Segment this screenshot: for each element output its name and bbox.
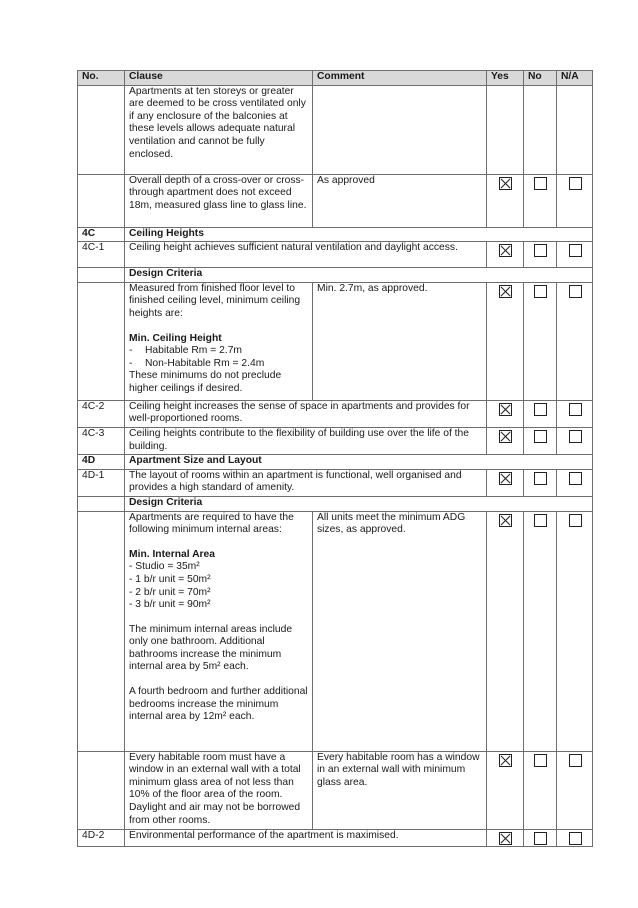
yes-cell [487, 282, 524, 400]
design-criteria-heading: Design Criteria [125, 496, 593, 511]
no-cell [524, 469, 557, 496]
yes-checkbox-checked[interactable] [499, 514, 512, 527]
header-comment: Comment [313, 71, 487, 86]
no-checkbox[interactable] [534, 285, 547, 298]
clause-text: Apartments at ten storeys or greater are deemed to be cross ventilated only if any enclosure of the balconies at these levels allows adequate natural ventilation and cannot be fully enclosed. [129, 85, 306, 160]
list-item: - 1 b/r unit = 50m² [129, 573, 211, 585]
row-number: 4C-1 [78, 242, 125, 268]
na-checkbox[interactable] [569, 832, 582, 845]
na-cell [557, 400, 593, 427]
no-cell [524, 242, 557, 268]
clause-cell: Ceiling height increases the sense of space in apartments and provides for well-proportioned rooms. [125, 400, 487, 427]
yes-cell [487, 427, 524, 454]
no-checkbox[interactable] [534, 430, 547, 443]
compliance-table [77, 70, 593, 847]
header-no-col: No [524, 71, 557, 86]
table-row [78, 400, 593, 427]
table-row [78, 242, 593, 268]
no-cell [524, 751, 557, 829]
no-checkbox[interactable] [534, 403, 547, 416]
header-yes: Yes [487, 71, 524, 86]
table-row [78, 174, 593, 227]
yes-checkbox-checked[interactable] [499, 244, 512, 257]
clause-text: Apartments are required to have the following minimum internal areas: [129, 511, 294, 536]
list-item: - Habitable Rm = 2.7m [129, 345, 243, 357]
yes-cell [487, 242, 524, 268]
clause-cell: Every habitable room must have a window in an external wall with a total minimum glass area of not less than 10% of the floor area of the room. Daylight and air may not be borrowed from other rooms. [125, 751, 313, 829]
row-number [78, 496, 125, 511]
na-checkbox[interactable] [569, 244, 582, 257]
table-row [78, 427, 593, 454]
table-row [78, 85, 593, 174]
yes-checkbox-checked[interactable] [499, 430, 512, 443]
no-checkbox[interactable] [534, 177, 547, 190]
header-no: No. [78, 71, 125, 86]
no-checkbox[interactable] [534, 514, 547, 527]
row-number [78, 85, 125, 174]
clause-cell [125, 282, 313, 400]
min-internal-area-heading: Min. Internal Area [129, 548, 216, 560]
list-item: - 2 b/r unit = 70m² [129, 586, 211, 598]
no-cell [524, 85, 557, 174]
no-checkbox[interactable] [534, 832, 547, 845]
na-cell [557, 511, 593, 751]
row-number [78, 174, 125, 227]
clause-cell [125, 85, 313, 174]
section-title: Apartment Size and Layout [125, 455, 593, 470]
na-cell [557, 427, 593, 454]
na-cell [557, 174, 593, 227]
yes-checkbox-checked[interactable] [499, 285, 512, 298]
na-cell [557, 282, 593, 400]
design-criteria-heading: Design Criteria [125, 268, 593, 283]
list-item: - 3 b/r unit = 90m² [129, 599, 211, 611]
yes-cell [487, 829, 524, 846]
row-number: 4D-1 [78, 469, 125, 496]
table-row [78, 469, 593, 496]
no-cell [524, 427, 557, 454]
row-number: 4D-2 [78, 829, 125, 846]
comment-cell: As approved [313, 174, 487, 227]
no-cell [524, 400, 557, 427]
na-checkbox[interactable] [569, 430, 582, 443]
comment-cell: Every habitable room has a window in an external wall with minimum glass area. [313, 751, 487, 829]
table-row [78, 829, 593, 846]
na-checkbox[interactable] [569, 472, 582, 485]
design-criteria-row [78, 496, 593, 511]
na-cell [557, 85, 593, 174]
yes-checkbox-checked[interactable] [499, 403, 512, 416]
comment-cell [313, 85, 487, 174]
no-cell [524, 511, 557, 751]
yes-cell [487, 174, 524, 227]
na-cell [557, 829, 593, 846]
header-row [78, 71, 593, 86]
yes-checkbox-checked[interactable] [499, 177, 512, 190]
na-checkbox[interactable] [569, 177, 582, 190]
clause-cell [125, 511, 313, 751]
row-number [78, 282, 125, 400]
section-number: 4D [78, 455, 125, 470]
clause-cell: Ceiling heights contribute to the flexibility of building use over the life of the building. [125, 427, 487, 454]
clause-cell: The layout of rooms within an apartment is functional, well organised and provides a high standard of amenity. [125, 469, 487, 496]
clause-cell: Environmental performance of the apartment is maximised. [125, 829, 487, 846]
header-na: N/A [557, 71, 593, 86]
clause-text: A fourth bedroom and further additional bedrooms increase the minimum internal area by 12m² each. [129, 686, 308, 723]
no-checkbox[interactable] [534, 472, 547, 485]
na-checkbox[interactable] [569, 514, 582, 527]
min-ceiling-heading: Min. Ceiling Height [129, 332, 222, 344]
yes-checkbox-checked[interactable] [499, 832, 512, 845]
na-cell [557, 469, 593, 496]
na-checkbox[interactable] [569, 754, 582, 767]
yes-checkbox-checked[interactable] [499, 472, 512, 485]
yes-cell [487, 751, 524, 829]
list-item: - Studio = 35m² [129, 561, 200, 573]
row-number: 4C-2 [78, 400, 125, 427]
section-number: 4C [78, 227, 125, 242]
row-number [78, 751, 125, 829]
list-item: - Non-Habitable Rm = 2.4m [129, 357, 265, 369]
na-checkbox[interactable] [569, 403, 582, 416]
clause-text: The minimum internal areas include only one bathroom. Additional bathrooms increase the minimum internal area by 5m² each. [129, 623, 293, 673]
row-number [78, 268, 125, 283]
table-row [78, 511, 593, 751]
no-cell [524, 829, 557, 846]
clause-text: Measured from finished floor level to finished ceiling level, minimum ceiling heights are: [129, 282, 301, 319]
section-title: Ceiling Heights [125, 227, 593, 242]
no-checkbox[interactable] [534, 754, 547, 767]
row-number [78, 511, 125, 751]
comment-cell: Min. 2.7m, as approved. [313, 282, 487, 400]
no-cell [524, 174, 557, 227]
no-checkbox[interactable] [534, 244, 547, 257]
design-criteria-row [78, 268, 593, 283]
yes-cell [487, 511, 524, 751]
comment-cell: All units meet the minimum ADG sizes, as approved. [313, 511, 487, 751]
na-cell [557, 751, 593, 829]
row-number: 4C-3 [78, 427, 125, 454]
clause-cell: Ceiling height achieves sufficient natural ventilation and daylight access. [125, 242, 487, 268]
table-row [78, 282, 593, 400]
na-checkbox[interactable] [569, 285, 582, 298]
yes-checkbox-checked[interactable] [499, 754, 512, 767]
na-cell [557, 242, 593, 268]
table-row [78, 751, 593, 829]
yes-cell [487, 469, 524, 496]
yes-cell [487, 85, 524, 174]
header-clause: Clause [125, 71, 313, 86]
section-row-4c [78, 227, 593, 242]
no-cell [524, 282, 557, 400]
section-row-4d [78, 455, 593, 470]
clause-cell [125, 174, 313, 227]
clause-text: Overall depth of a cross-over or cross-through apartment does not exceed 18m, measured glass line to glass line. [129, 174, 307, 211]
clause-text: These minimums do not preclude higher ceilings if desired. [129, 370, 282, 394]
yes-cell [487, 400, 524, 427]
